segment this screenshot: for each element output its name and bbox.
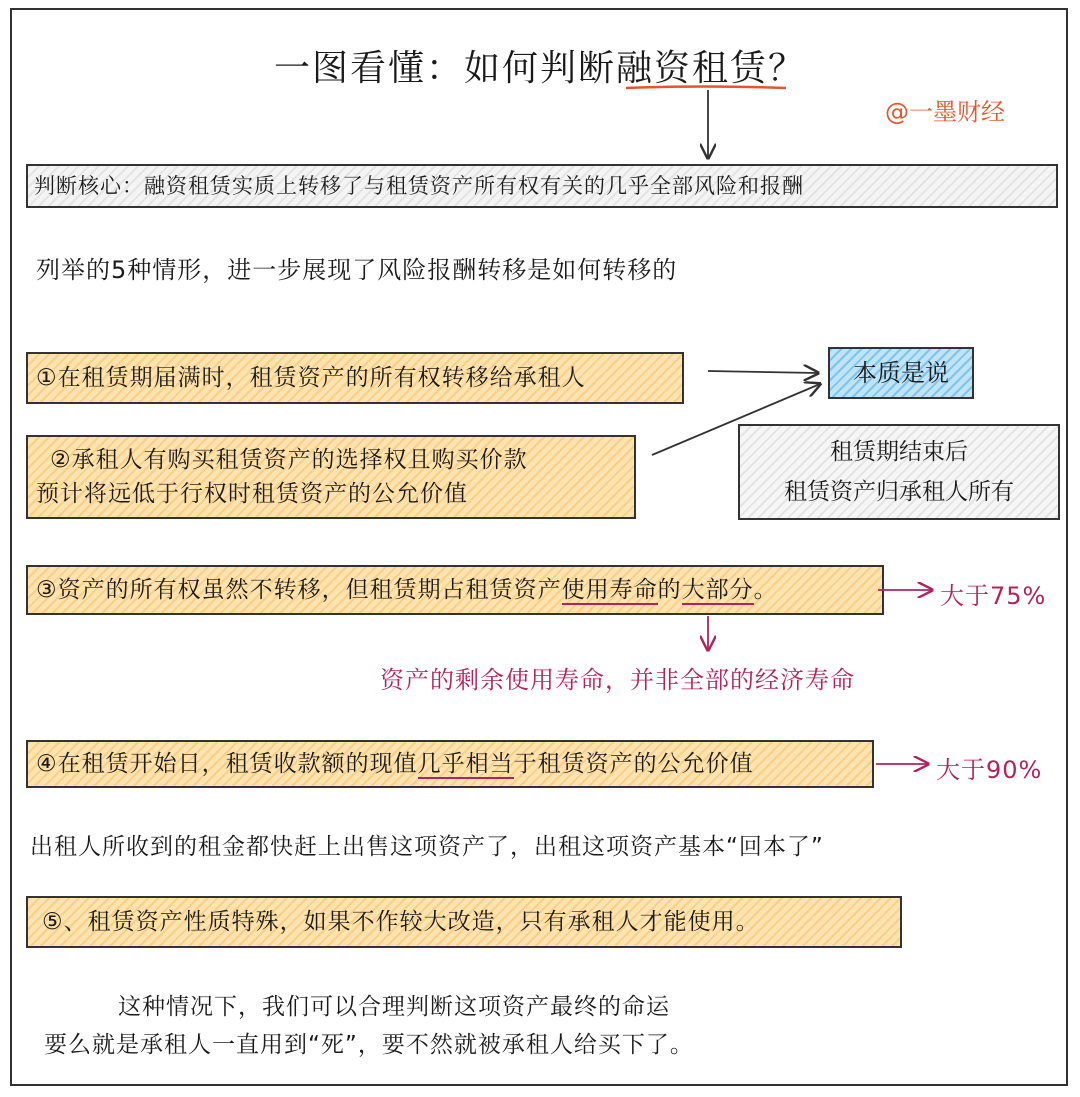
core-judgment-box: 判断核心：融资租赁实质上转移了与租赁资产所有权有关的几乎全部风险和报酬 bbox=[26, 164, 1058, 208]
case-2-line-2: 预计将远低于行权时租赁资产的公允价值 bbox=[36, 481, 468, 507]
case-4-explanation: 出租人所收到的租金都快赶上出售这项资产了，出租这项资产基本“回本了” bbox=[30, 834, 824, 860]
title-underline bbox=[626, 87, 786, 89]
case-4-underline-almost: 几乎相当 bbox=[417, 751, 514, 777]
case-3-text-a: ③资产的所有权虽然不转移，但租赁期占租赁资产 bbox=[36, 577, 562, 603]
conclusion-line-2: 要么就是承租人一直用到“死”，要不然就被承租人给买下了。 bbox=[44, 1032, 694, 1058]
case-3-text-c: 的 bbox=[657, 577, 682, 603]
conclusion-line-1: 这种情况下，我们可以合理判断这项资产最终的命运 bbox=[118, 994, 670, 1020]
case-2-line-1: ②承租人有购买租赁资产的选择权且购买价款 bbox=[50, 447, 528, 473]
essence-line-2: 租赁资产归承租人所有 bbox=[784, 479, 1014, 505]
case-4-text-a: ④在租赁开始日，租赁收款额的现值 bbox=[36, 751, 418, 777]
case-4-text-c: 于租赁资产的公允价值 bbox=[513, 751, 754, 777]
intro-text: 列举的5种情形，进一步展现了风险报酬转移是如何转移的 bbox=[36, 256, 678, 284]
note-greater-90: 大于90% bbox=[936, 756, 1043, 784]
case-3-underline-life: 使用寿命 bbox=[561, 577, 658, 603]
page-title: 一图看懂：如何判断融资租赁？ bbox=[273, 48, 806, 89]
case-3-underline-majority: 大部分 bbox=[681, 577, 754, 603]
brand-label: @一墨财经 bbox=[885, 98, 1005, 126]
case-1-to-essence-arrow bbox=[708, 371, 818, 373]
case-1-text: ①在租赁期届满时，租赁资产的所有权转移给承租人 bbox=[36, 365, 586, 391]
essence-label-box: 本质是说 bbox=[828, 347, 974, 399]
case-2-to-essence-arrow bbox=[652, 384, 820, 455]
essence-line-1: 租赁期结束后 bbox=[830, 439, 968, 465]
case-3-text-e: 。 bbox=[753, 577, 778, 603]
note-remaining-life: 资产的剩余使用寿命，并非全部的经济寿命 bbox=[380, 666, 855, 694]
note-greater-75: 大于75% bbox=[940, 582, 1047, 610]
case-5-text: ⑤、租赁资产性质特殊，如果不作较大改造，只有承租人才能使用。 bbox=[42, 909, 760, 935]
